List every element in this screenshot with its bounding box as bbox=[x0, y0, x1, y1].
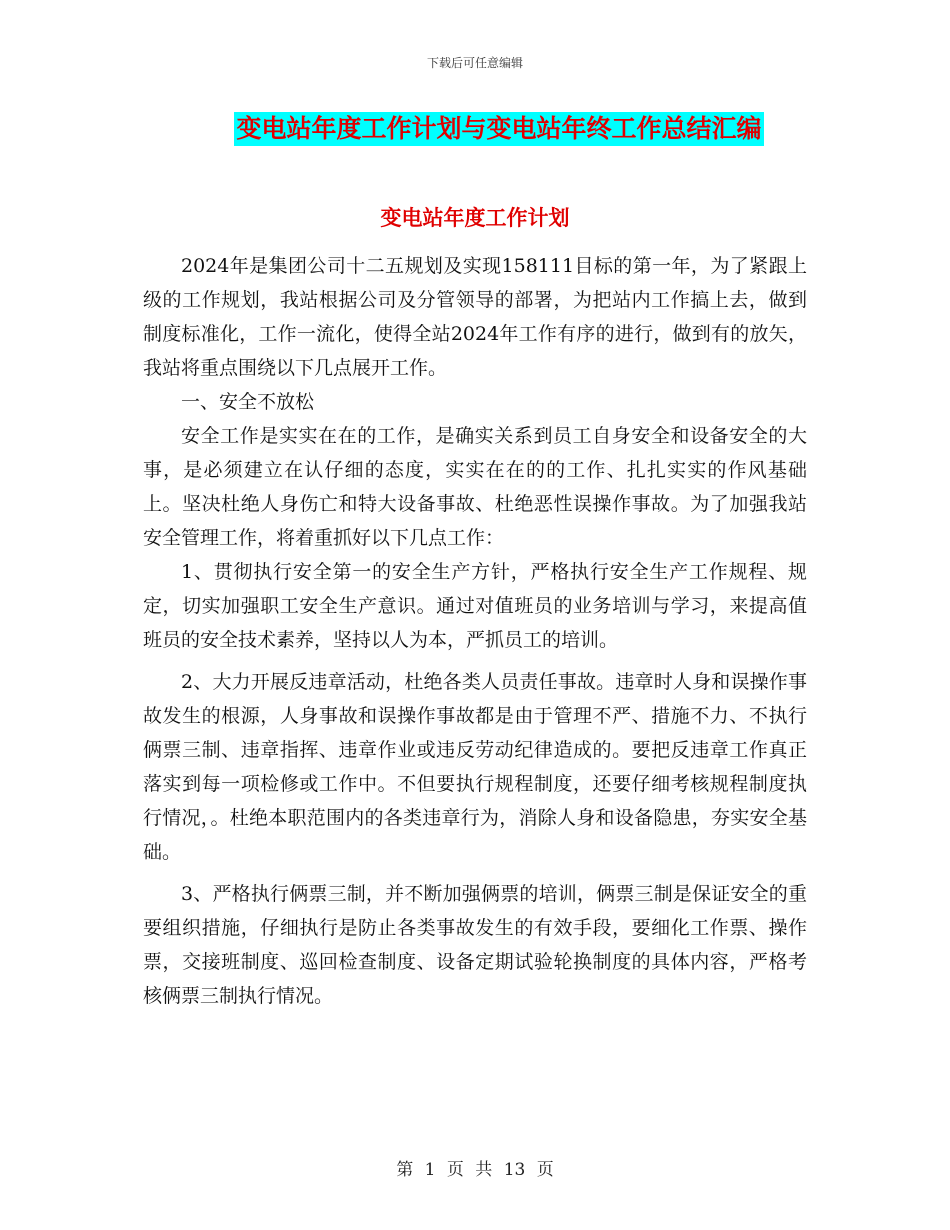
main-title-container bbox=[0, 112, 950, 146]
header-note: 下载后可任意编辑 bbox=[426, 56, 523, 70]
main-title: 变电站年度工作计划与变电站年终工作总结汇编 bbox=[234, 112, 763, 146]
page-number: 第 1 页 共 13 页 bbox=[396, 1160, 554, 1180]
document-body bbox=[143, 249, 807, 1013]
section-title: 变电站年度工作计划 bbox=[380, 206, 570, 230]
paragraph-safety: 安全工作是实实在在的工作，是确实关系到员工自身安全和设备安全的大事，是必须建立在认仔细的态度，实实在在的的工作、扎扎实实的作风基础上。坚决杜绝人身伤亡和特大设备事故、杜绝恶性误操作事故。为了加强我站安全管理工作，将着重抓好以下几点工作： bbox=[143, 425, 807, 549]
heading-safety: 一、安全不放松 bbox=[181, 391, 315, 413]
paragraph-item-1: 1、贯彻执行安全第一的安全生产方针，严格执行安全生产工作规程、规定，切实加强职工安全生产意识。通过对值班员的业务培训与学习，来提高值班员的安全技术素养，坚持以人为本，严抓员工的培训。 bbox=[143, 561, 807, 651]
paragraph-intro: 2024年是集团公司十二五规划及实现158111目标的第一年，为了紧跟上级的工作规划，我站根据公司及分管领导的部署，为把站内工作搞上去，做到制度标准化，工作一流化，使得全站2024年工作有序的进行，做到有的放矢，我站将重点围绕以下几点展开工作。 bbox=[143, 255, 807, 379]
paragraph-item-2: 2、大力开展反违章活动，杜绝各类人员责任事故。违章时人身和误操作事故发生的根源，人身事故和误操作事故都是由于管理不严、措施不力、不执行俩票三制、违章指挥、违章作业或违反劳动纪律造成的。要把反违章工作真正落实到每一项检修或工作中。不但要执行规程制度，还要仔细考核规程制度执行情况，。杜绝本职范围内的各类违章行为，消除人身和设备隐患，夯实安全基础。 bbox=[143, 671, 807, 863]
paragraph-item-3: 3、严格执行俩票三制，并不断加强俩票的培训，俩票三制是保证安全的重要组织措施，仔细执行是防止各类事故发生的有效手段，要细化工作票、操作票，交接班制度、巡回检查制度、设备定期试验轮换制度的具体内容，严格考核俩票三制执行情况。 bbox=[143, 883, 807, 1007]
